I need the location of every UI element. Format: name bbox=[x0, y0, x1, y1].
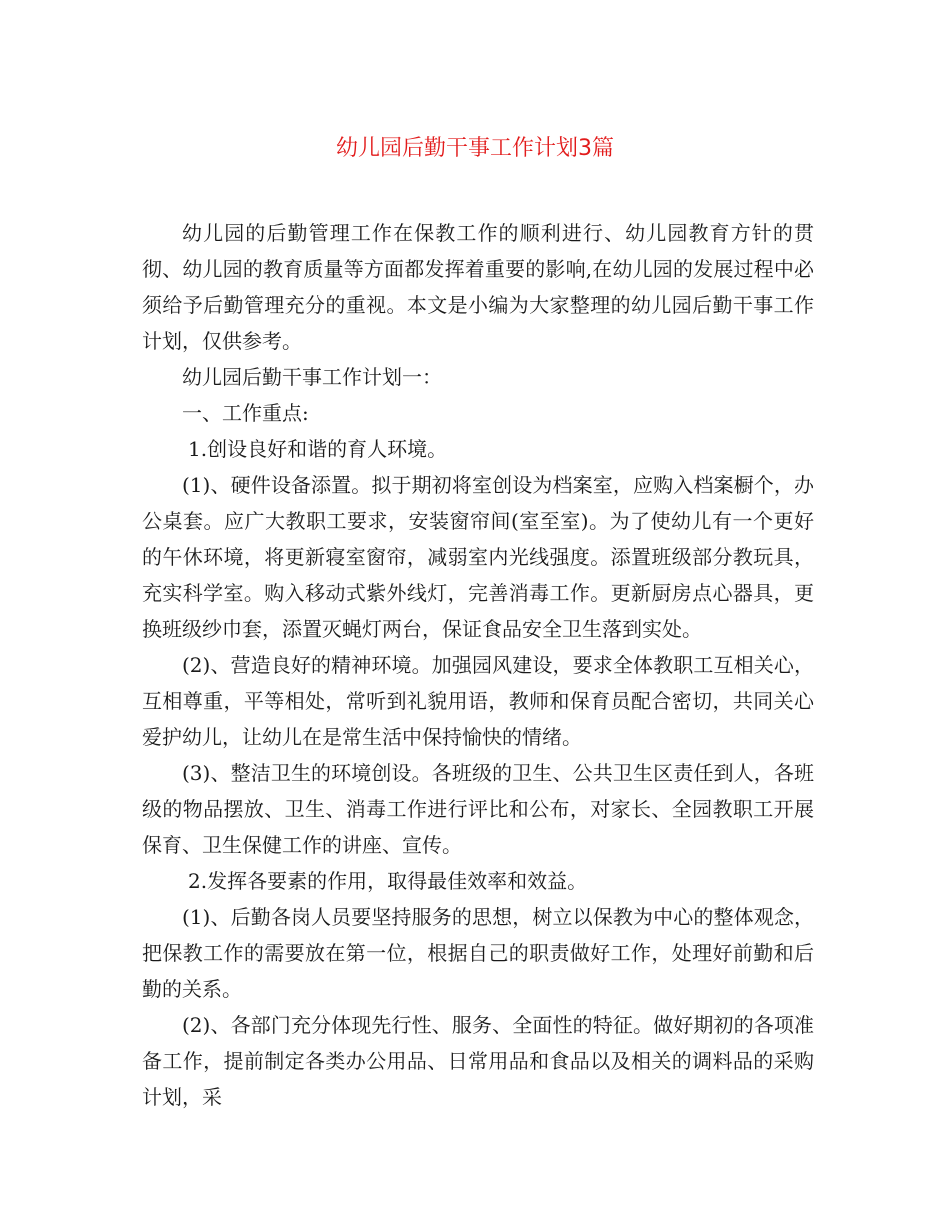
item-department-features: (2)、各部门充分体现先行性、服务、全面性的特征。做好期初的各项准备工作，提前制定各类办公用品、日常用品和食品以及相关的调料品的采购计划，采 bbox=[142, 1013, 814, 1109]
plan-one-heading: 幼儿园后勤干事工作计划一： bbox=[182, 365, 442, 389]
subheading-efficiency: 2.发挥各要素的作用，取得最佳效率和效益。 bbox=[188, 869, 588, 893]
document-body bbox=[142, 215, 814, 1115]
document-title: 幼儿园后勤干事工作计划3篇 bbox=[336, 136, 614, 161]
intro-paragraph: 幼儿园的后勤管理工作在保教工作的顺利进行、幼儿园教育方针的贯彻、幼儿园的教育质量等方面都发挥着重要的影响,在幼儿园的发展过程中必须给予后勤管理充分的重视。本文是小编为大家整理的幼儿园后勤干事工作计划，仅供参考。 bbox=[142, 221, 814, 353]
section-heading-work-focus: 一、工作重点: bbox=[182, 401, 309, 425]
item-hygiene-environment: (3)、整洁卫生的环境创设。各班级的卫生、公共卫生区责任到人，各班级的物品摆放、卫生、消毒工作进行评比和公布，对家长、全园教职工开展保育、卫生保健工作的讲座、宣传。 bbox=[142, 761, 814, 857]
item-hardware: (1)、硬件设备添置。拟于期初将室创设为档案室，应购入档案橱个，办公桌套。应广大教职工要求，安装窗帘间(室至室)。为了使幼儿有一个更好的午休环境，将更新寝室窗帘，减弱室内光线强度。添置班级部分教玩具，充实科学室。购入移动式紫外线灯，完善消毒工作。更新厨房点心器具，更换班级纱巾套，添置灭蝇灯两台，保证食品安全卫生落到实处。 bbox=[142, 473, 814, 641]
item-service-thinking: (1)、后勤各岗人员要坚持服务的思想，树立以保教为中心的整体观念，把保教工作的需要放在第一位，根据自己的职责做好工作，处理好前勤和后勤的关系。 bbox=[142, 905, 814, 1001]
item-spirit-environment: (2)、营造良好的精神环境。加强园风建设，要求全体教职工互相关心，互相尊重，平等相处，常听到礼貌用语，教师和保育员配合密切，共同关心爱护幼儿，让幼儿在是常生活中保持愉快的情绪。 bbox=[142, 653, 814, 749]
subheading-environment: 1.创设良好和谐的育人环境。 bbox=[188, 437, 448, 461]
